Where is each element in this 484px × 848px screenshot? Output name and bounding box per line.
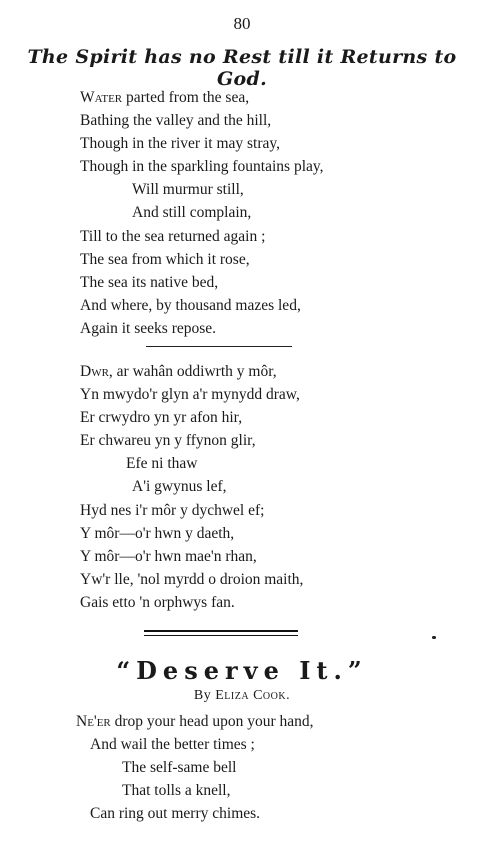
verse-line: Yn mwydo'r glyn a'r mynydd draw, — [80, 386, 300, 404]
poem2-stanza — [76, 710, 314, 825]
section-divider — [146, 346, 292, 347]
verse-line: And wail the better times ; — [90, 736, 255, 754]
verse-line: And still complain, — [132, 204, 252, 222]
verse-line-rest: , ar wahân oddiwrth y môr, — [108, 363, 277, 380]
verse-line: Yw'r lle, 'nol myrdd o droion maith, — [80, 570, 304, 588]
verse-line — [80, 360, 303, 383]
verse-line: Can ring out merry chimes. — [90, 805, 261, 823]
verse-line-rest: parted from the sea, — [122, 89, 250, 106]
verse-line: The self-same bell — [122, 759, 237, 777]
verse-line-rest: drop your head upon your hand, — [110, 713, 314, 730]
verse-line: That tolls a knell, — [122, 782, 231, 800]
verse-line: Hyd nes i'r môr y dychwel ef; — [80, 501, 265, 519]
poem-title: The Spirit has no Rest till it Returns to God. — [27, 46, 457, 90]
verse-line: The sea its native bed, — [80, 273, 219, 291]
verse-line: The sea from which it rose, — [80, 250, 250, 268]
verse-line: Er chwareu yn y ffynon glir, — [80, 432, 256, 450]
verse-line — [80, 86, 324, 109]
verse-line: Again it seeks repose. — [80, 319, 217, 337]
verse-line: Y môr—o'r hwn mae'n rhan, — [80, 547, 257, 565]
verse-line: Though in the river it may stray, — [80, 135, 281, 153]
verse-line: Will murmur still, — [132, 181, 244, 199]
author-name: Eliza Cook. — [215, 688, 291, 703]
verse-line: Efe ni thaw — [126, 455, 198, 473]
verse-line: Bathing the valley and the hill, — [80, 112, 272, 130]
verse-line — [76, 710, 314, 733]
verse-line: A'i gwynus lef, — [132, 478, 227, 496]
verse-line: Er crwydro yn yr afon hir, — [80, 409, 243, 427]
poem-title-2: “Deserve It.” — [116, 656, 368, 685]
verse-line: And where, by thousand mazes led, — [80, 296, 301, 314]
verse-line: Y môr—o'r hwn y daeth, — [80, 524, 235, 542]
author-by: By — [193, 688, 216, 703]
welsh-stanza — [80, 360, 303, 614]
ink-speck — [432, 636, 436, 639]
drop-word: Ne'er — [76, 713, 111, 730]
drop-word: Dwr — [80, 363, 109, 380]
author-credit — [0, 688, 484, 704]
drop-word: Water — [80, 89, 123, 106]
english-stanza — [80, 86, 324, 340]
double-rule-divider — [144, 630, 298, 636]
verse-line: Gais etto 'n orphwys fan. — [80, 593, 235, 611]
verse-line: Till to the sea returned again ; — [80, 227, 266, 245]
page-number: 80 — [233, 14, 251, 33]
verse-line: Though in the sparkling fountains play, — [80, 158, 324, 176]
